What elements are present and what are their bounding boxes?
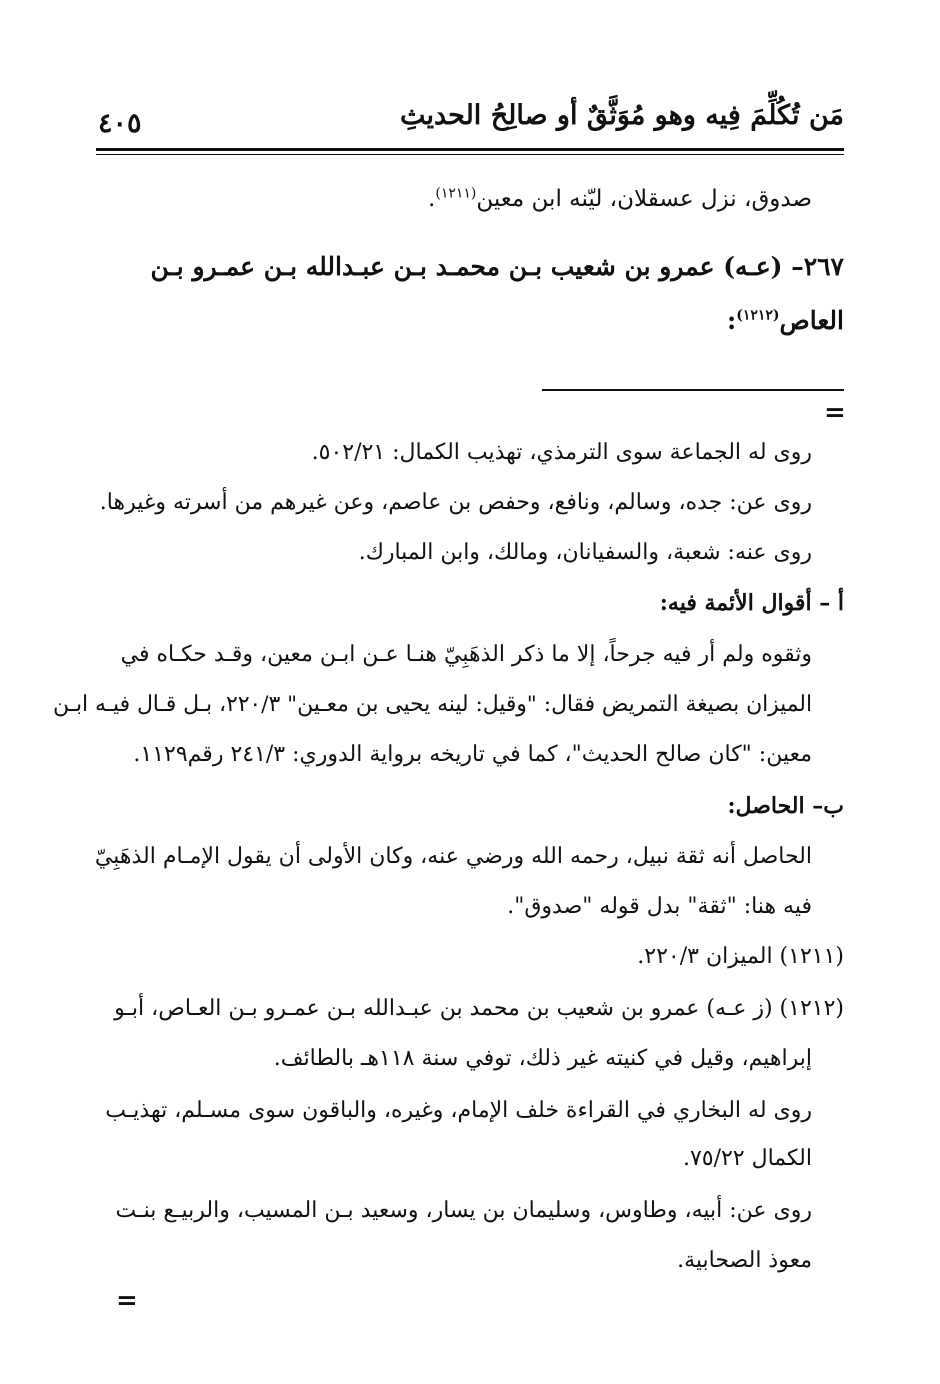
entry-heading-267-cont: العاص$^{(١٢١٢)}$: [726, 306, 844, 335]
header-rule-thin [96, 154, 844, 155]
footnote-1211: (١٢١١) الميزان ٢٢٠/٣. [637, 944, 844, 969]
entry-heading-267: ٢٦٧– (عـه) عمرو بن شعيب بـن محمـد بـن عبـدالله بـن عمـرو بـن [150, 252, 844, 281]
section-heading-a: أ – أقوال الأئمة فيه: [659, 590, 844, 616]
footnote-line: الكمال ٧٥/٢٢. [682, 1146, 812, 1171]
section-heading-b: ب– الحاصل: [727, 793, 844, 819]
page-number: ٤٠٥ [98, 108, 142, 139]
footnote-line: الحاصل أنه ثقة نبيل، رحمه الله ورضي عنه، وكان الأولى أن يقول الإمـام الذهَبِيّ [94, 844, 812, 869]
footnote-1212: (١٢١٢) (ز عـه) عمرو بن شعيب بن محمد بن عبـدالله بـن عمـرو بـن العـاص، أبـو [114, 996, 844, 1021]
body-line-1: صدوق، نزل عسقلان، ليّنه ابن معين$^{(١٢١١)}$. [428, 185, 812, 212]
footnote-line: معوذ الصحابية. [677, 1248, 812, 1273]
footnote-continued-mark: = [824, 398, 846, 428]
header-rule-thick [96, 148, 844, 151]
footnote-line: معين: "كان صالح الحديث"، كما في تاريخه برواية الدوري: ٢٤١/٣ رقم١١٢٩. [133, 742, 812, 767]
footnote-ref: (١٢١٢) [736, 307, 780, 324]
footnote-line: روى عن: أبيه، وطاوس، وسليمان بن يسار، وسعيد بـن المسيب، والربيـع بنـت [115, 1198, 812, 1223]
footnote-line: روى له البخاري في القراءة خلف الإمام، وغيره، والباقون سوى مسـلم، تهذيـب [105, 1098, 812, 1123]
footnote-separator [542, 389, 844, 391]
running-header-title: مَن تُكُلِّمَ فِيه وهو مُوَثَّقٌ أو صالِحُ الحديثِ [399, 100, 844, 131]
footnote-line: روى عنه: شعبة، والسفيانان، ومالك، وابن المبارك. [358, 540, 812, 565]
footnote-line: روى له الجماعة سوى الترمذي، تهذيب الكمال: ٥٠٢/٢١. [311, 440, 812, 465]
footnote-line: روى عن: جده، وسالم، ونافع، وحفص بن عاصم، وعن غيرهم من أسرته وغيرها. [99, 490, 812, 515]
footnote-ref: (١٢١١) [435, 185, 477, 202]
footnote-line: وثقوه ولم أر فيه جرحاً، إلا ما ذكر الذهَبِيّ هنـا عـن ابـن معين، وقـد حكـاه في [120, 642, 812, 667]
footnote-line: إبراهيم، وقيل في كنيته غير ذلك، توفي سنة ١١٨هـ بالطائف. [273, 1046, 812, 1071]
footnote-end-mark: = [116, 1286, 138, 1316]
footnote-line: فيه هنا: "ثقة" بدل قوله "صدوق". [507, 894, 812, 919]
footnote-line: الميزان بصيغة التمريض فقال: "وقيل: لينه يحيى بن معـين" ٢٢٠/٣، بـل قـال فيـه ابـن [52, 692, 812, 717]
